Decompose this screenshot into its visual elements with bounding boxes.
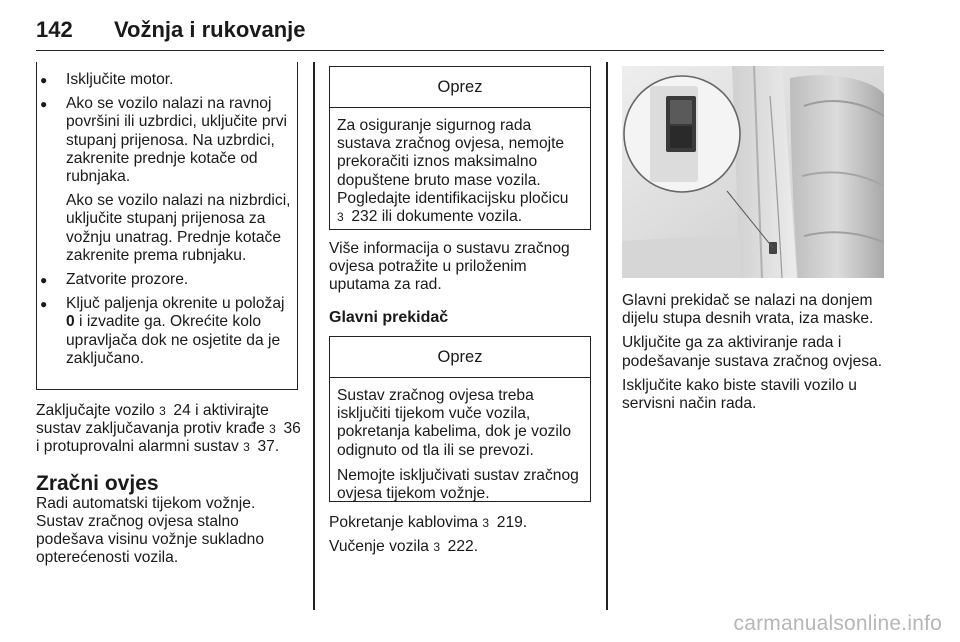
section-intro: Radi automatski tijekom vožnje. Sustav zračnog ovjesa stalno podešava visinu vožnje sukladno opterećenosti vozila. [36,494,264,567]
page-reference-link[interactable]: 24 [173,402,191,419]
page-reference-link[interactable]: 37 [257,438,275,456]
main-switch-illustration [622,66,884,278]
column-3-text [622,292,886,419]
list-item: ● Ako se vozilo nalazi na ravnoj površini ili uzbrdici, uključite prvi stupanj prijenosa. Na uzbrdici, zakrenite prednje kotače od rubnjaka. Ako se vozilo nalazi na nizbrdici, uključite stupanj prijenosa za vožnju unatrag. Prednje kotače zakrenite prema rubnjaku. [37,95,291,265]
reference-arrow-icon: 3 [433,540,440,555]
switch-off-paragraph: Isključite kako biste stavili vozilo u servisni način rada. [622,376,857,413]
page-header [36,10,884,51]
column-divider-1 [313,62,315,610]
reference-arrow-icon: 3 [159,404,166,418]
column-divider-2 [606,62,608,610]
instruction-list [37,62,297,368]
reference-arrow-icon: 3 [482,516,490,530]
cross-reference: Pokretanje kablovima 3 219. [329,514,528,531]
lock-vehicle-paragraph: Zaključajte vozilo 3 24 i aktivirajte sustav zaključavanja protiv krađe 3 36 i protuprovalni alarmni sustav 3 37. [36,402,301,456]
instructions-box [36,62,298,390]
column-2-text-b [329,514,591,562]
caution-title: Oprez [330,67,590,108]
caution-title: Oprez [330,337,590,378]
column-1-text [36,402,302,574]
chapter-title: Vožnja i rukovanje [114,17,306,42]
door-pillar-switch-image [622,66,884,278]
section-title: Zračni ovjes [36,471,159,495]
info-paragraph: Više informacija o sustavu zračnog ovjesa potražite u priloženim uputama za rad. [329,240,570,294]
caution-box-2 [329,336,591,502]
reference-arrow-icon: 3 [243,440,250,455]
caution-text: Za osiguranje sigurnog rada sustava zračnog ovjesa, nemojte prekoračiti iznos maksimalno dopuštene bruto mase vozila. Pogledajte identifikacijsku pločicu 3 232 ili dokumente vozila. [337,117,569,226]
list-item: ● Ključ paljenja okrenite u položaj 0 i izvadite ga. Okrećite kolo upravljača dok ne osjetite da je zaključano. [37,295,291,368]
page-reference-link[interactable]: 232 [351,208,378,226]
switch-location-paragraph: Glavni prekidač se nalazi na donjem dijelu stupa desnih vrata, iza maske. [622,292,874,328]
page-reference-link[interactable]: 222 [447,538,474,556]
caution-text: Nemojte isključivati sustav zračnog ovjesa tijekom vožnje. [337,466,579,503]
watermark: carmanualsonline.info [733,612,942,635]
switch-on-paragraph: Uključite ga za aktiviranje rada i podešavanje sustava zračnog ovjesa. [622,334,883,370]
column-2-text-a [329,240,591,327]
caution-text: Sustav zračnog ovjesa treba isključiti tijekom vuče vozila, pokretanja kabelima, dok je vozilo odignuto od tla ili se prevozi. [337,387,572,459]
subheading-main-switch: Glavni prekidač [329,308,449,326]
page-reference-link[interactable]: 219 [496,514,523,531]
reference-arrow-icon: 3 [269,422,276,437]
cross-reference: Vučenje vozila 3 222. [329,538,479,556]
page-number: 142 [36,17,73,42]
reference-arrow-icon: 3 [337,210,344,225]
list-item: ● Isključite motor. [37,71,291,89]
list-item: ● Zatvorite prozore. [37,271,291,289]
page-reference-link[interactable]: 36 [283,420,301,438]
caution-box-1 [329,66,591,230]
